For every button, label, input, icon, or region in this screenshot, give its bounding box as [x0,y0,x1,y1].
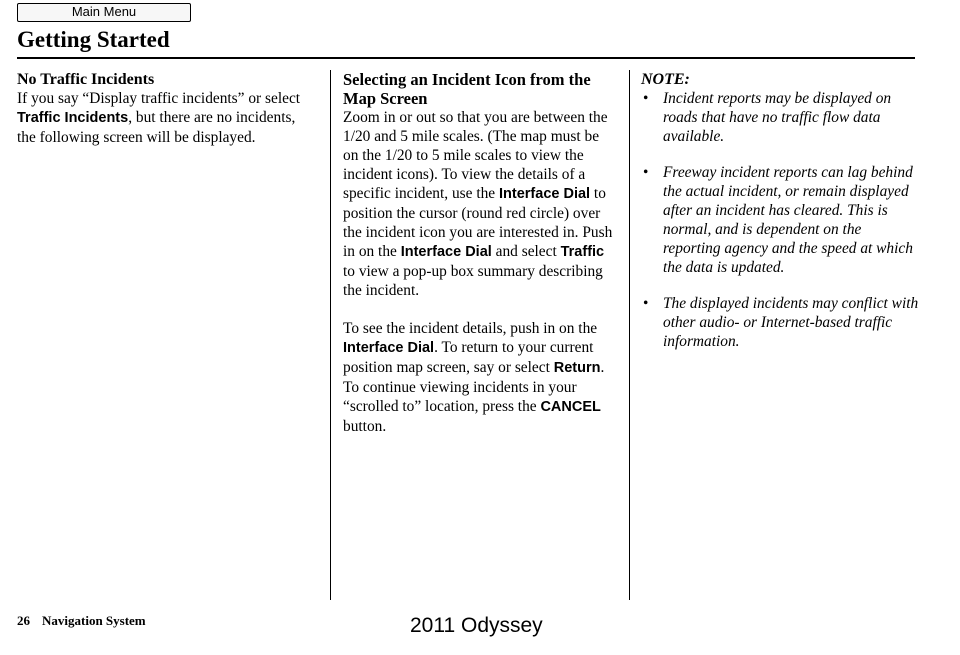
no-traffic-paragraph: If you say “Display traffic incidents” or select Traffic Incidents, but there are no incidents, the following screen will be displayed. [17,90,301,146]
selecting-incident-heading: Selecting an Incident Icon from the Map Screen [343,70,591,108]
column-right [641,70,921,368]
note-label: NOTE: [641,71,690,88]
title-rule [17,57,915,59]
no-traffic-heading: No Traffic Incidents [17,71,155,88]
column-divider [330,70,331,600]
command-interface-dial: Interface Dial [343,340,435,356]
column-left [17,70,317,147]
column-middle [343,70,618,436]
page-number: 26 [17,613,30,628]
selecting-incident-paragraph: Zoom in or out so that you are between the 1/20 and 5 mile scales. (The map must be on the 1/20 to 5 mile scales to view the incident icons). To view the details of a specific incident, use the Interface Dial to position the cursor (round red circle) over the incident icon you are interested in. Push in on the Interface Dial and select Traffic to view a pop-up box summary describing the incident. [343,109,613,299]
command-interface-dial: Interface Dial [499,186,591,202]
note-item: • The displayed incidents may conflict with other audio- or Internet-based traffic information. [641,294,921,351]
command-interface-dial: Interface Dial [400,244,492,260]
main-menu-button[interactable]: Main Menu [17,3,191,22]
command-traffic: Traffic [560,244,605,260]
model-label: 2011 Odyssey [410,614,543,637]
note-item: • Incident reports may be displayed on roads that have no traffic flow data available. [641,89,921,146]
incident-details-paragraph: To see the incident details, push in on the Interface Dial. To return to your current position map screen, say or select Return. To continue viewing incidents in your “scrolled to” location, press the CANCEL button. [343,320,605,435]
page-title: Getting Started [17,27,170,52]
footer-section: Navigation System [42,613,146,628]
page-footer [17,613,146,629]
note-item: • Freeway incident reports can lag behind the actual incident, or remain displayed after an incident has cleared. This is normal, and is dependent on the reporting agency and the speed at which the data is updated. [641,163,921,277]
column-divider [629,70,630,600]
command-return: Return [553,360,601,376]
note-list [641,89,921,351]
command-cancel: CANCEL [540,399,601,415]
command-traffic-incidents: Traffic Incidents [17,110,129,126]
